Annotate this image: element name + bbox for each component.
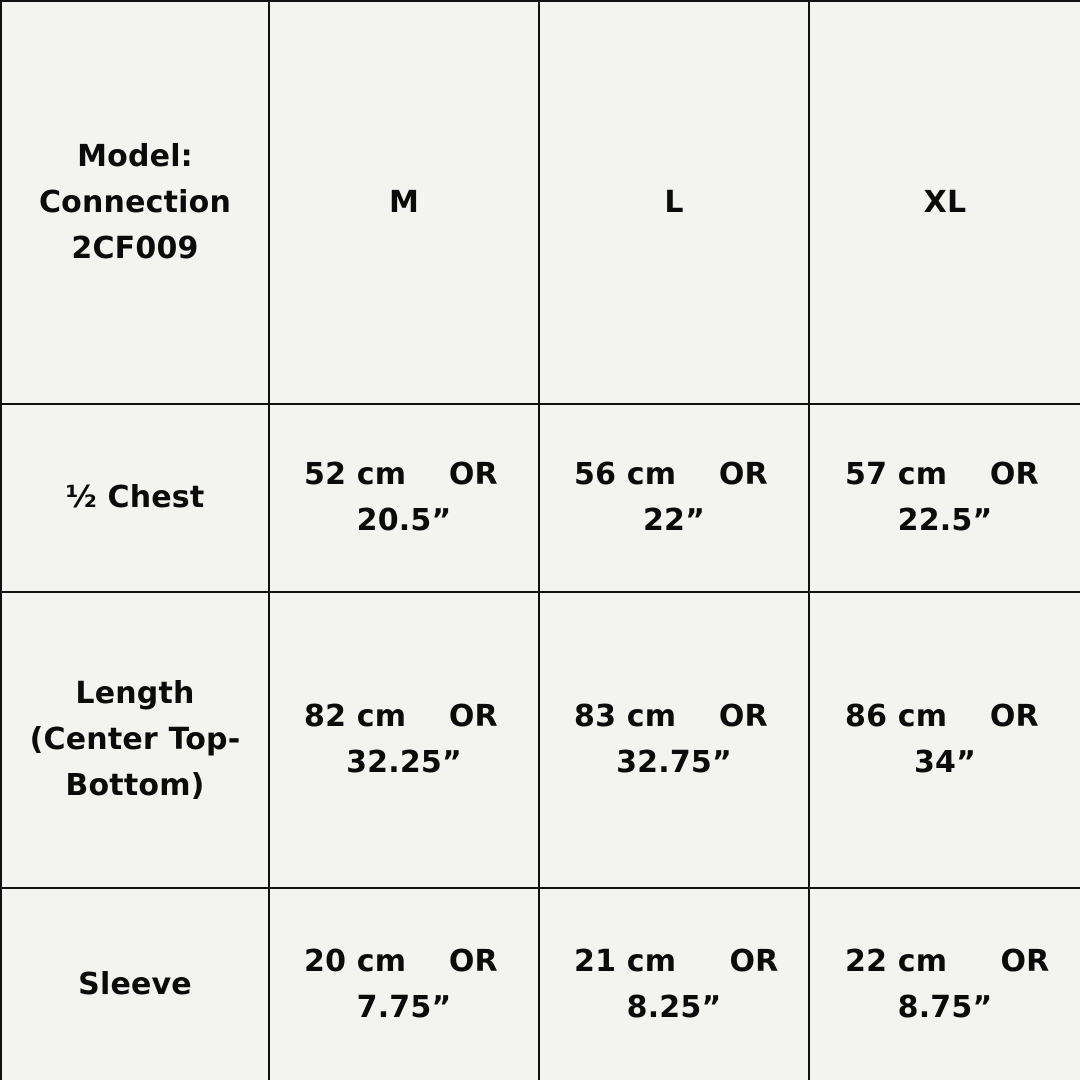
cm-value: 86 cm xyxy=(845,699,948,734)
or-text: OR xyxy=(718,457,768,492)
measurement-value xyxy=(304,452,504,544)
cm-value: 22 cm xyxy=(845,943,948,979)
measurement-value xyxy=(574,452,774,544)
cm-value: 20 cm xyxy=(304,943,407,979)
cm-value: 83 cm xyxy=(574,699,677,734)
chest-m-cell xyxy=(270,405,540,593)
inch-value: 32.25” xyxy=(346,745,462,780)
sleeve-xl-cell xyxy=(810,889,1080,1080)
inch-value: 8.75” xyxy=(897,989,993,1025)
size-header-m xyxy=(270,0,540,405)
cm-value: 21 cm xyxy=(574,943,677,979)
or-text: OR xyxy=(448,457,498,492)
row-label-sleeve xyxy=(0,889,270,1080)
cm-value: 56 cm xyxy=(574,457,677,492)
sleeve-l-cell xyxy=(540,889,810,1080)
chest-xl-cell xyxy=(810,405,1080,593)
inch-value: 22.5” xyxy=(897,503,993,538)
measurement-value xyxy=(574,939,779,1031)
inch-value: 8.25” xyxy=(626,989,722,1025)
cm-value: 82 cm xyxy=(304,699,407,734)
length-l-cell xyxy=(540,593,810,889)
model-name: Connection xyxy=(38,184,232,220)
measurement-value xyxy=(304,939,504,1031)
or-text: OR xyxy=(448,699,498,734)
chest-l-cell xyxy=(540,405,810,593)
row-label: ½ Chest xyxy=(65,480,205,515)
row-label-line: Length xyxy=(75,676,195,711)
row-label: Sleeve xyxy=(78,966,192,1002)
measurement-value xyxy=(845,939,1050,1031)
measurement-value xyxy=(304,694,504,786)
row-label-line: (Center Top- xyxy=(29,722,241,757)
size-label: L xyxy=(664,184,684,220)
measurement-value xyxy=(845,694,1045,786)
or-text: OR xyxy=(1000,943,1050,979)
model-label: Model: xyxy=(77,138,193,174)
measurement-value xyxy=(845,452,1045,544)
size-label: XL xyxy=(923,184,967,220)
length-xl-cell xyxy=(810,593,1080,889)
cm-value: 57 cm xyxy=(845,457,948,492)
row-label-line: Bottom) xyxy=(65,768,205,803)
cm-value: 52 cm xyxy=(304,457,407,492)
or-text: OR xyxy=(718,699,768,734)
model-header-cell xyxy=(0,0,270,405)
or-text: OR xyxy=(448,943,498,979)
or-text: OR xyxy=(989,457,1039,492)
inch-value: 22” xyxy=(642,503,706,538)
size-label: M xyxy=(388,184,420,220)
inch-value: 7.75” xyxy=(356,989,452,1025)
sleeve-m-cell xyxy=(270,889,540,1080)
or-text: OR xyxy=(729,943,779,979)
size-header-l xyxy=(540,0,810,405)
row-label-chest xyxy=(0,405,270,593)
inch-value: 20.5” xyxy=(356,503,452,538)
inch-value: 34” xyxy=(913,745,977,780)
model-code: 2CF009 xyxy=(71,230,199,266)
length-m-cell xyxy=(270,593,540,889)
size-header-xl xyxy=(810,0,1080,405)
measurement-value xyxy=(574,694,774,786)
row-label-length xyxy=(0,593,270,889)
or-text: OR xyxy=(989,699,1039,734)
inch-value: 32.75” xyxy=(616,745,732,780)
